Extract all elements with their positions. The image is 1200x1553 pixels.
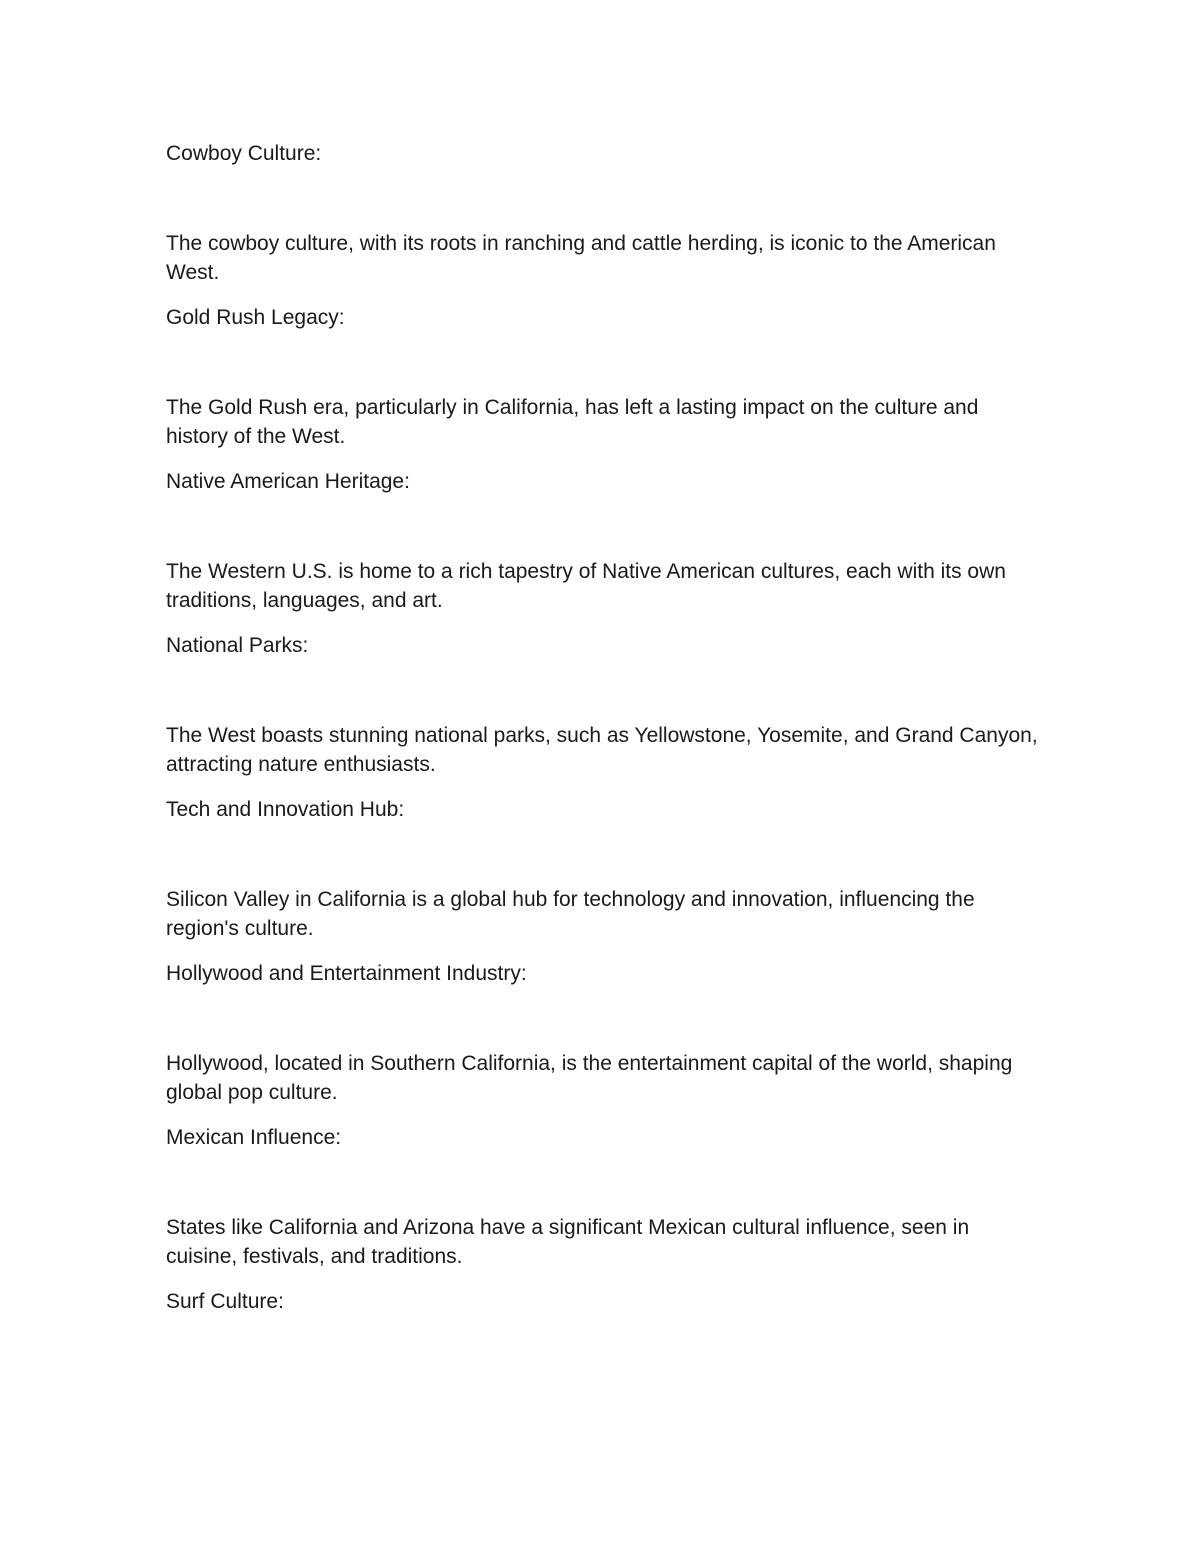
document-content bbox=[166, 139, 1046, 1316]
section-heading-hollywood: Hollywood and Entertainment Industry: bbox=[166, 962, 527, 985]
section-body-gold-rush: The Gold Rush era, particularly in California, has left a lasting impact on the culture and history of the West. bbox=[166, 396, 979, 448]
section-body-cowboy-culture: The cowboy culture, with its roots in ranching and cattle herding, is iconic to the American West. bbox=[166, 232, 996, 284]
section-heading-tech-innovation: Tech and Innovation Hub: bbox=[166, 798, 405, 821]
section-heading-surf-culture: Surf Culture: bbox=[166, 1290, 284, 1313]
section-body-native-american: The Western U.S. is home to a rich tapestry of Native American cultures, each with its own traditions, languages, and art. bbox=[166, 560, 1006, 612]
section-heading-national-parks: National Parks: bbox=[166, 634, 309, 657]
section-body-tech-innovation: Silicon Valley in California is a global hub for technology and innovation, influencing the region's culture. bbox=[166, 888, 975, 940]
section-body-national-parks: The West boasts stunning national parks, such as Yellowstone, Yosemite, and Grand Canyon, attracting nature enthusiasts. bbox=[166, 724, 1038, 776]
section-heading-cowboy-culture: Cowboy Culture: bbox=[166, 142, 322, 165]
section-heading-gold-rush: Gold Rush Legacy: bbox=[166, 306, 345, 329]
section-body-mexican-influence: States like California and Arizona have a significant Mexican cultural influence, seen in cuisine, festivals, and traditions. bbox=[166, 1216, 970, 1268]
section-body-hollywood: Hollywood, located in Southern California, is the entertainment capital of the world, shaping global pop culture. bbox=[166, 1052, 1013, 1104]
section-heading-mexican-influence: Mexican Influence: bbox=[166, 1126, 342, 1149]
section-heading-native-american: Native American Heritage: bbox=[166, 470, 410, 493]
